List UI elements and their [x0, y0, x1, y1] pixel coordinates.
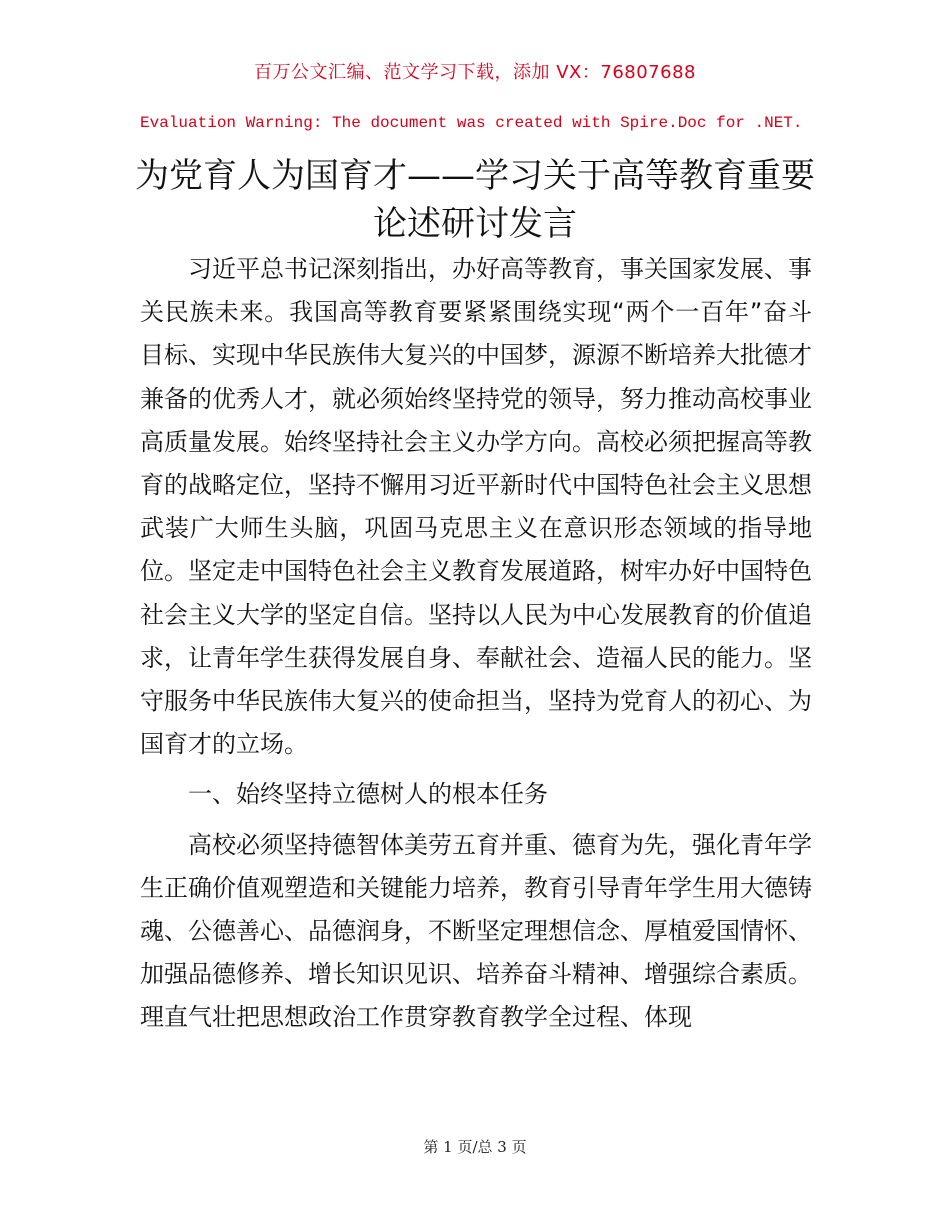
section-heading-1: 一、始终坚持立德树人的根本任务	[188, 780, 548, 809]
page-number-footer: 第 1 页/总 3 页	[423, 1138, 527, 1156]
body-paragraph-1: 习近平总书记深刻指出，办好高等教育，事关国家发展、事关民族未来。我国高等教育要紧紧围绕实现“两个一百年”奋斗目标、实现中华民族伟大复兴的中国梦，源源不断培养大批德才兼备的优秀人才，就必须始终坚持党的领导，努力推动高校事业高质量发展。始终坚持社会主义办学方向。高校必须把握高等教育的战略定位，坚持不懈用习近平新时代中国特色社会主义思想武装广大师生头脑，巩固马克思主义在意识形态领域的指导地位。坚定走中国特色社会主义教育发展道路，树牢办好中国特色社会主义大学的坚定自信。坚持以人民为中心发展教育的价值追求，让青年学生获得发展自身、奉献社会、造福人民的能力。坚守服务中华民族伟大复兴的使命担当，坚持为党育人的初心、为国育才的立场。	[140, 255, 812, 759]
evaluation-warning: Evaluation Warning: The document was created with Spire.Doc for .NET.	[140, 114, 803, 132]
document-title: 为党育人为国育才——学习关于高等教育重要论述研讨发言	[135, 156, 815, 244]
document-body	[140, 248, 812, 1040]
header-banner: 百万公文汇编、范文学习下载，添加 VX：76807688	[254, 62, 696, 83]
body-paragraph-2: 高校必须坚持德智体美劳五育并重、德育为先，强化青年学生正确价值观塑造和关键能力培养，教育引导青年学生用大德铸魂、公德善心、品德润身，不断坚定理想信念、厚植爱国情怀、加强品德修养、增长知识见识、培养奋斗精神、增强综合素质。理直气壮把思想政治工作贯穿教育教学全过程、体现	[140, 830, 812, 1032]
